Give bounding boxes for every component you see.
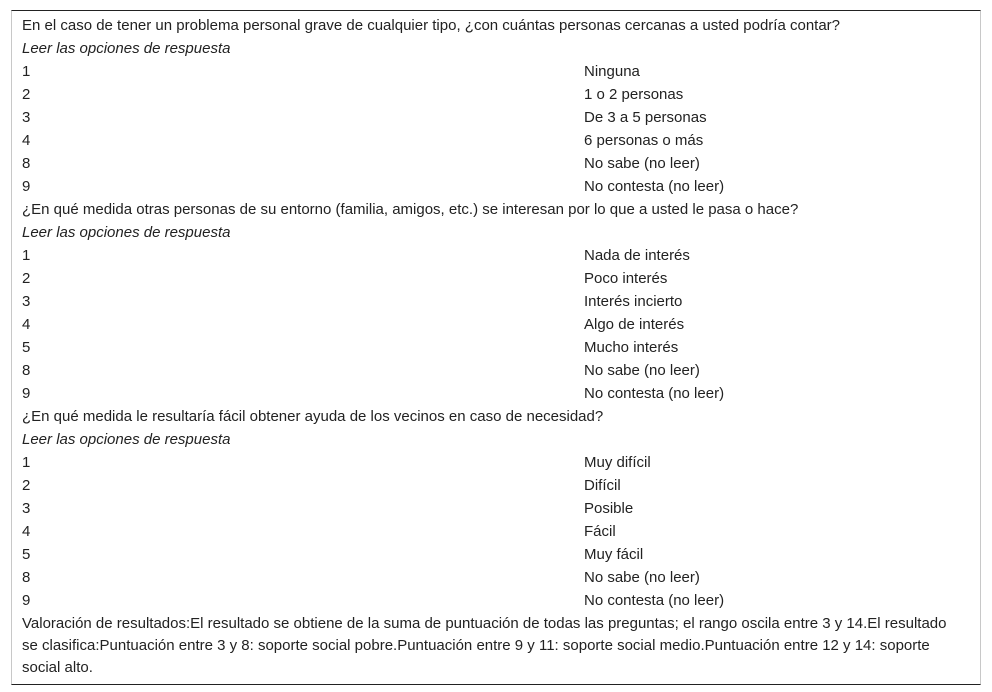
option-code: 2 [22, 477, 31, 494]
option-label: Muy fácil [584, 546, 644, 563]
option-code: 9 [22, 592, 31, 609]
option-code: 8 [22, 569, 31, 586]
option-row [12, 106, 980, 129]
questionnaire-sections [12, 14, 980, 612]
option-row [12, 474, 980, 497]
question-text: ¿En qué medida otras personas de su entorno (familia, amigos, etc.) se interesan por lo que a usted le pasa o hace? [22, 201, 799, 218]
option-label: No sabe (no leer) [584, 569, 700, 586]
option-code: 9 [22, 385, 31, 402]
option-label: 6 personas o más [584, 132, 704, 149]
option-label: Algo de interés [584, 316, 685, 333]
option-code: 1 [22, 63, 31, 80]
option-row [12, 451, 980, 474]
option-row [12, 60, 980, 83]
instruction-text: Leer las opciones de respuesta [22, 40, 231, 57]
option-label: Mucho interés [584, 339, 679, 356]
option-code: 3 [22, 500, 31, 517]
option-label: Posible [584, 500, 634, 517]
option-row [12, 152, 980, 175]
option-code: 8 [22, 155, 31, 172]
instruction-text: Leer las opciones de respuesta [22, 224, 231, 241]
option-code: 4 [22, 132, 31, 149]
option-label: No sabe (no leer) [584, 362, 700, 379]
option-label: No sabe (no leer) [584, 155, 700, 172]
option-row [12, 290, 980, 313]
option-code: 2 [22, 270, 31, 287]
option-code: 5 [22, 339, 31, 356]
option-row [12, 129, 980, 152]
option-row [12, 244, 980, 267]
option-row [12, 543, 980, 566]
option-row [12, 566, 980, 589]
option-row [12, 175, 980, 198]
option-row [12, 267, 980, 290]
option-label: De 3 a 5 personas [584, 109, 707, 126]
option-label: No contesta (no leer) [584, 592, 725, 609]
option-row [12, 589, 980, 612]
option-code: 3 [22, 293, 31, 310]
option-row [12, 313, 980, 336]
instruction-text: Leer las opciones de respuesta [22, 431, 231, 448]
option-label: Poco interés [584, 270, 668, 287]
option-code: 2 [22, 86, 31, 103]
option-code: 9 [22, 178, 31, 195]
option-row [12, 336, 980, 359]
option-label: Muy difícil [584, 454, 651, 471]
option-label: 1 o 2 personas [584, 86, 684, 103]
option-label: No contesta (no leer) [584, 385, 725, 402]
option-row [12, 359, 980, 382]
option-code: 8 [22, 362, 31, 379]
option-row [12, 497, 980, 520]
scoring-note: Valoración de resultados:El resultado se obtiene de la suma de puntuación de todas las preguntas; el rango oscila entre 3 y 14.El resultado se clasifica:Puntuación entre 3 y 8: soporte social pobre.Puntuación entre 9 y 11: soporte social medio.Puntuación entre 12 y 14: soporte social alto. [22, 615, 947, 676]
option-label: Nada de interés [584, 247, 690, 264]
option-row [12, 520, 980, 543]
option-label: No contesta (no leer) [584, 178, 725, 195]
option-row [12, 83, 980, 106]
option-label: Fácil [584, 523, 616, 540]
option-row [12, 382, 980, 405]
option-code: 4 [22, 316, 31, 333]
option-code: 4 [22, 523, 31, 540]
option-code: 5 [22, 546, 31, 563]
option-label: Ninguna [584, 63, 640, 80]
option-code: 1 [22, 247, 31, 264]
questionnaire-table [11, 10, 981, 685]
option-label: Difícil [584, 477, 621, 494]
option-label: Interés incierto [584, 293, 683, 310]
option-code: 1 [22, 454, 31, 471]
question-text: ¿En qué medida le resultaría fácil obtener ayuda de los vecinos en caso de necesidad? [22, 408, 604, 425]
question-text: En el caso de tener un problema personal grave de cualquier tipo, ¿con cuántas personas cercanas a usted podría contar? [22, 17, 841, 34]
option-code: 3 [22, 109, 31, 126]
